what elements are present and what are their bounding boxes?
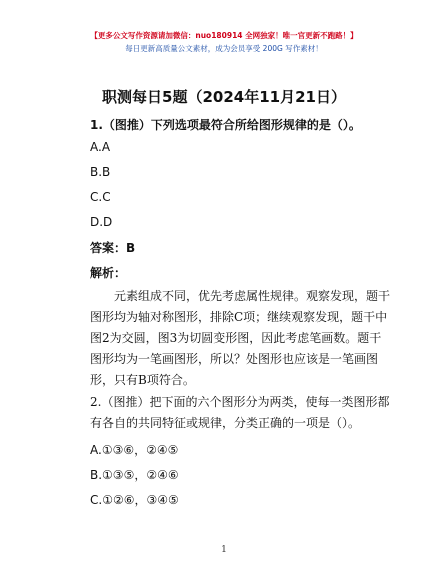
question-2-option-c: C.①②⑥，③④⑤ — [90, 493, 179, 507]
question-2-option-b: B.①③⑤，②④⑥ — [90, 468, 179, 482]
question-1-stem: 1.（图推）下列选项最符合所给图形规律的是（）。 — [90, 118, 361, 132]
question-1-option-c: C.C — [90, 190, 111, 204]
question-1-option-b: B.B — [90, 165, 111, 179]
question-1-analysis-text: 元素组成不同，优先考虑属性规律。观察发现，题干图形均为轴对称图形，排除C项；继续观察发现，题干中图2为交圆，图3为切圆变形图，因此考虑笔画数。题干图形均为一笔画图形，所以？处图形也应该是一笔画图形，只有B项符合。 — [90, 289, 391, 387]
question-2-stem: 2.（图推）把下面的六个图形分为两类，使每一类图形都有各自的共同特征或规律，分类正确的一项是（）。 — [90, 395, 390, 430]
question-1-analysis-label: 解析： — [90, 266, 127, 280]
promo-banner-line2: 每日更新高质量公文素材，成为会员享受 200G 写作素材！ — [125, 44, 323, 53]
question-1-answer: 答案：B — [90, 241, 136, 255]
question-1-option-a: A.A — [90, 140, 111, 154]
question-2-option-a: A.①③⑥，②④⑤ — [90, 443, 179, 457]
page-title: 职测每日5题（2024年11月21日） — [102, 88, 346, 106]
promo-banner-line1: 【更多公文写作资源请加微信：nuo180914 全网独家！唯一官更新不跑路！】 — [90, 31, 358, 40]
page-number: 1 — [221, 545, 227, 555]
question-1-option-d: D.D — [90, 215, 113, 229]
